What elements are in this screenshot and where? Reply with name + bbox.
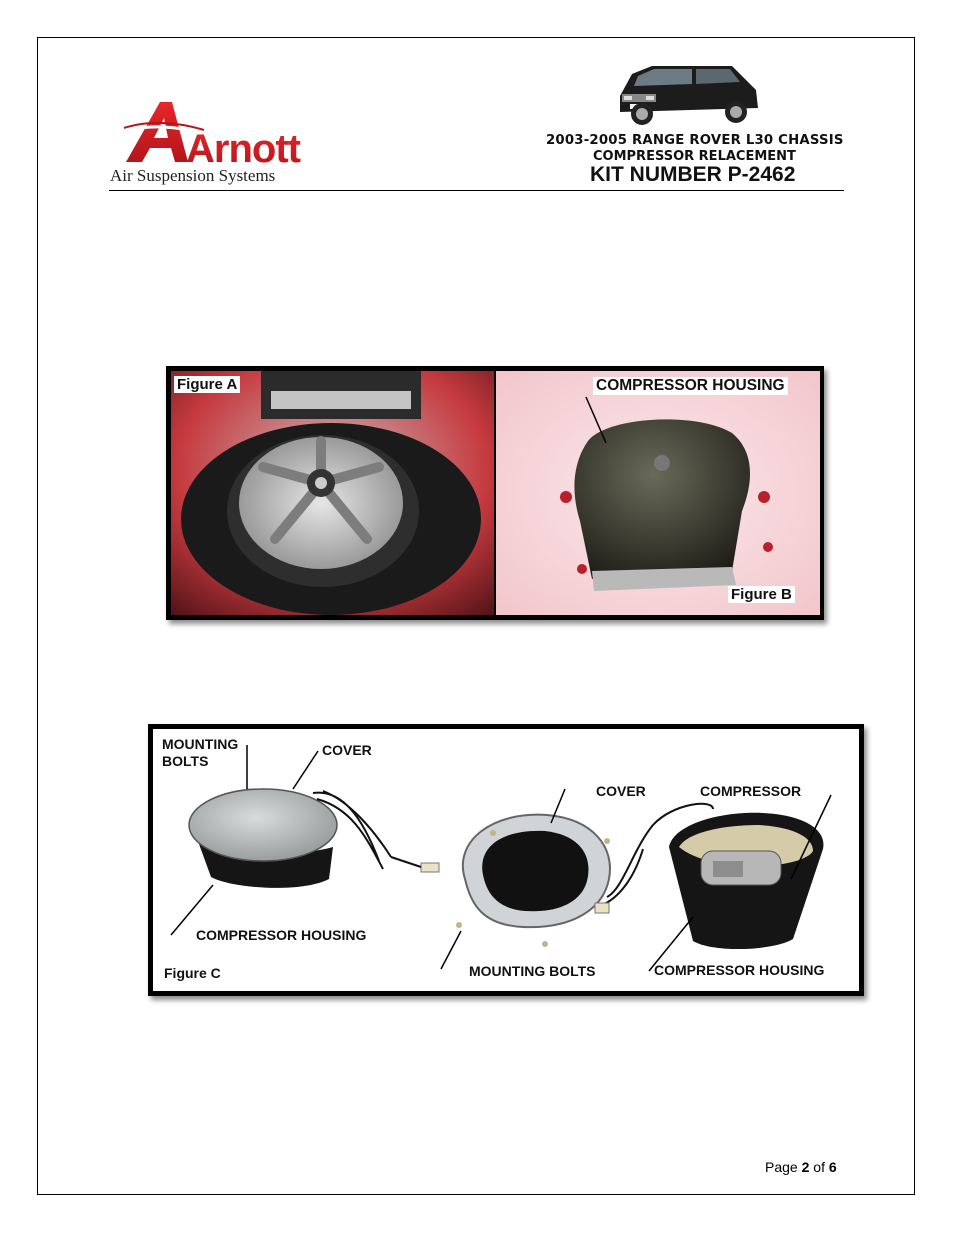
header-model: 2003-2005 RANGE ROVER L30 CHASSIS bbox=[546, 133, 844, 148]
figure-c-label-mounting: MOUNTING bbox=[162, 736, 239, 752]
figure-b-image bbox=[496, 371, 820, 615]
figure-c-image bbox=[153, 729, 859, 991]
figure-a-caption: Figure A bbox=[174, 376, 240, 393]
page-prefix: Page bbox=[765, 1159, 798, 1175]
header-kit-number: KIT NUMBER P-2462 bbox=[590, 163, 796, 186]
figure-c-label-bolts: BOLTS bbox=[162, 753, 209, 769]
figure-b-caption: Figure B bbox=[728, 586, 795, 603]
page-of: of bbox=[813, 1159, 825, 1175]
figure-c-label-mounting-bolts: MOUNTING BOLTS bbox=[469, 963, 596, 979]
figure-c-label-compressor: COMPRESSOR bbox=[700, 783, 802, 799]
page-current: 2 bbox=[801, 1159, 810, 1175]
figure-c-caption: Figure C bbox=[164, 965, 221, 981]
figure-c-label-housing-right: COMPRESSOR HOUSING bbox=[654, 962, 825, 978]
logo-wordmark: Arnott bbox=[186, 127, 300, 171]
header-divider bbox=[109, 190, 844, 191]
figure-c-label-cover-right: COVER bbox=[596, 783, 646, 799]
header-subtitle: COMPRESSOR RELACEMENT bbox=[593, 149, 796, 164]
figure-c-label-housing-left: COMPRESSOR HOUSING bbox=[196, 927, 367, 943]
page-number bbox=[765, 1159, 837, 1175]
logo-tagline: Air Suspension Systems bbox=[110, 166, 276, 185]
figure-c-label-cover-left: COVER bbox=[322, 742, 372, 758]
figure-a-image bbox=[171, 371, 494, 615]
page-total: 6 bbox=[828, 1159, 837, 1175]
figure-b-label-housing: COMPRESSOR HOUSING bbox=[593, 377, 788, 395]
range-rover-image bbox=[612, 56, 762, 134]
